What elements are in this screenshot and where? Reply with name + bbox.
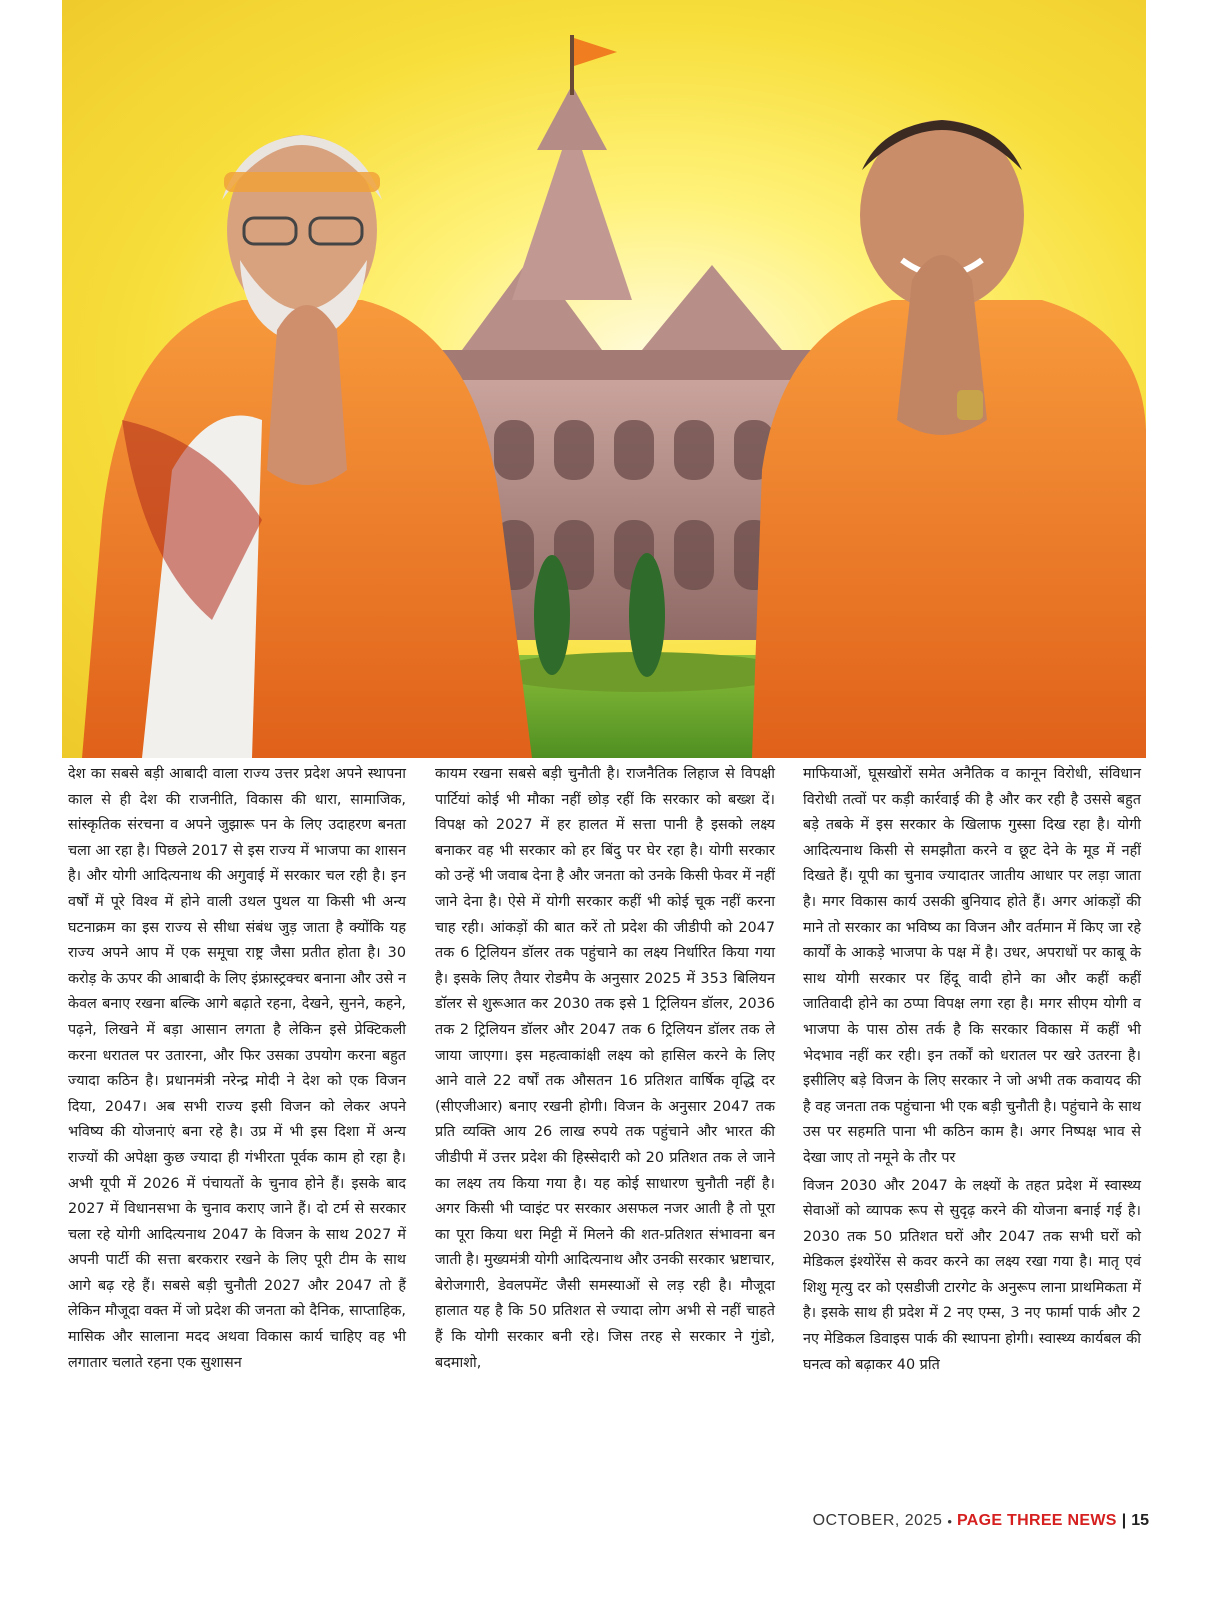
publication-name: PAGE THREE NEWS — [956, 1512, 1117, 1529]
pipe-separator: | — [1121, 1512, 1127, 1529]
hero-illustration — [62, 0, 1146, 758]
bullet-separator: • — [947, 1513, 952, 1529]
article-column-3 — [803, 762, 1141, 1378]
article-paragraph: माफियाओं, घूसखोरों समेत अनैतिक व कानून विरोधी, संविधान विरोधी तत्वों पर कड़ी कार्रवाई की है और कर रही है उससे बहुत बड़े तबके में इस सरकार के खिलाफ गुस्सा दिख रहा है। योगी आदित्यनाथ किसी से समझौता करने व छूट देने के मूड में नहीं दिखते हैं। यूपी का चुनाव ज्यादातर जातीय आधार पर लड़ा जाता है। मगर विकास कार्य उसकी बुनियाद होते हैं। अगर आंकड़ों की माने तो सरकार का भविष्य का विजन और वर्तमान में किए जा रहे कार्यों के आकड़े भाजपा के पक्ष में है। उधर, अपराधों पर काबू के साथ योगी सरकार पर हिंदू वादी होने का और कहीं कहीं जातिवादी होने का ठप्पा विपक्ष लगा रहा है। मगर सीएम योगी व भाजपा के पास ठोस तर्क है कि सरकार विकास में कहीं भी भेदभाव नहीं कर रही। इन तर्कों को धरातल पर खरे उतरना है। इसीलिए बड़े विजन के लिए सरकार ने जो अभी तक कवायद की है वह जनता तक पहुंचाना भी एक बड़ी चुनौती है। पहुंचाने के साथ उस पर सहमति पाना भी कठिन काम है। अगर निष्पक्ष भाव से देखा जाए तो नमूने के तौर पर — [803, 766, 1141, 1166]
article-column-1 — [68, 762, 406, 1376]
hero-photo — [62, 0, 1146, 758]
left-figure — [82, 135, 532, 758]
article-paragraph: कायम रखना सबसे बड़ी चुनौती है। राजनैतिक लिहाज से विपक्षी पार्टियां कोई भी मौका नहीं छोड़ रहीं कि सरकार को बख्श दें। विपक्ष को 2027 में हर हालत में सत्ता पानी है इसको लक्ष्य बनाकर वह भी सरकार को हर बिंदु पर घेर रहा है। योगी सरकार को उन्हें भी जवाब देना है और जनता को उनके किसी फेवर में नहीं जाने देना है। ऐसे में योगी सरकार कहीं भी कोई चूक नहीं करना चाह रही। आंकड़ों की बात करें तो प्रदेश की जीडीपी को 2047 तक 6 ट्रिलियन डॉलर तक पहुंचाने का लक्ष्य निर्धारित किया गया है। इसके लिए तैयार रोडमैप के अनुसार 2025 में 353 बिलियन डॉलर से शुरूआत कर 2030 तक इसे 1 ट्रिलियन डॉलर, 2036 तक 2 ट्रिलियन डॉलर और 2047 तक 6 ट्रिलियन डॉलर तक ले जाया जाएगा। इस महत्वाकांक्षी लक्ष्य को हासिल करने के लिए आने वाले 22 वर्षों तक औसतन 16 प्रतिशत वार्षिक वृद्धि दर (सीएजीआर) बनाए रखनी होगी। विजन के अनुसार 2047 तक प्रति व्यक्ति आय 26 लाख रुपये तक पहुंचाने और भारत की जीडीपी में उत्तर प्रदेश की हिस्सेदारी को 20 प्रतिशत तक ले जाने का लक्ष्य तय किया गया है। यह कोई साधारण चुनौती नहीं है। अगर किसी भी प्वाइंट पर सरकार असफल नजर आती है तो पूरा का पूरा किया धरा मिट्टी में मिलने की शत-प्रतिशत संभावना बन जाती है। मुख्यमंत्री योगी आदित्यनाथ और उनकी सरकार भ्रष्टाचार, बेरोजगारी, डेवलपमेंट जैसी समस्याओं से लड़ रही है। मौजूदा हालात यह है कि 50 प्रतिशत से ज्यादा लोग अभी से नहीं चाहते हैं कि योगी सरकार बनी रहे। जिस तरह से सरकार ने गुंडो, बदमाशो, — [435, 766, 775, 1371]
article-paragraph: देश का सबसे बड़ी आबादी वाला राज्य उत्तर प्रदेश अपने स्थापना काल से ही देश की राजनीति, विकास की धारा, सामाजिक, सांस्कृतिक संरचना व अपने जुझारू पन के लिए उदाहरण बनता चला आ रहा है। पिछले 2017 से इस राज्य में भाजपा का शासन है। और योगी आदित्यनाथ की अगुवाई में सरकार चल रही है। इन वर्षों में पूरे विश्व में होने वाली उथल पुथल या किसी भी अन्य घटनाक्रम का इस राज्य से सीधा संबंध जुड़ जाता है क्योंकि यह राज्य अपने आप में एक समूचा राष्ट्र जैसा प्रतीत होता है। 30 करोड़ के ऊपर की आबादी के लिए इंफ्रास्ट्रक्चर बनाना और उसे न केवल बनाए रखना बल्कि आगे बढ़ाते रहना, देखने, सुनने, कहने, पढ़ने, लिखने में बड़ा आसान लगता है लेकिन इसे प्रेक्टिकली करना धरातल पर उतारना, और फिर उसका उपयोग करना बहुत ज्यादा कठिन है। प्रधानमंत्री नरेन्द्र मोदी ने देश को एक विजन दिया, 2047। अब सभी राज्य इसी विजन को लेकर अपने भविष्य की योजनाएं बना रहे है। उप्र में भी इस दिशा में अन्य राज्यों की अपेक्षा कुछ ज्यादा ही गंभीरता पूर्वक काम हो रहा है। अभी यूपी में 2026 में पंचायतों के चुनाव होने हैं। इसके बाद 2027 में विधानसभा के चुनाव कराए जाने हैं। दो टर्म से सरकार चला रहे योगी आदित्यनाथ 2047 के विजन के साथ 2027 में अपनी पार्टी की सत्ता बरकरार रखने के लिए पूरी टीम के साथ आगे बढ़ रहे हैं। सबसे बड़ी चुनौती 2027 और 2047 तो हैं लेकिन मौजूदा वक्त में जो प्रदेश की जनता को दैनिक, साप्ताहिक, मासिक और सालाना मदद अथवा विकास कार्य चाहिए वह भी लगातार चलाते रहना एक सुशासन — [68, 766, 406, 1371]
issue-date: OCTOBER, 2025 — [812, 1512, 943, 1529]
article-paragraph: विजन 2030 और 2047 के लक्ष्यों के तहत प्रदेश में स्वास्थ्य सेवाओं को व्यापक रूप से सुदृढ़ करने की योजना बनाई गई है। 2030 तक 50 प्रतिशत घरों और 2047 तक सभी घरों को मेडिकल इंश्योरेंस से कवर करने का लक्ष्य रखा गया है। मातृ एवं शिशु मृत्यु दर को एसडीजी टारगेट के अनुरूप लाना प्राथमिकता में है। इसके साथ ही प्रदेश में 2 नए एम्स, 3 नए फार्मा पार्क और 2 नए मेडिकल डिवाइस पार्क की स्थापना होगी। स्वास्थ्य कार्यबल की घनत्व को बढ़ाकर 40 प्रति — [803, 1177, 1141, 1373]
article-column-2 — [435, 762, 775, 1376]
page-footer — [813, 1512, 1149, 1530]
right-figure — [752, 120, 1146, 758]
page-number: 15 — [1131, 1512, 1149, 1529]
